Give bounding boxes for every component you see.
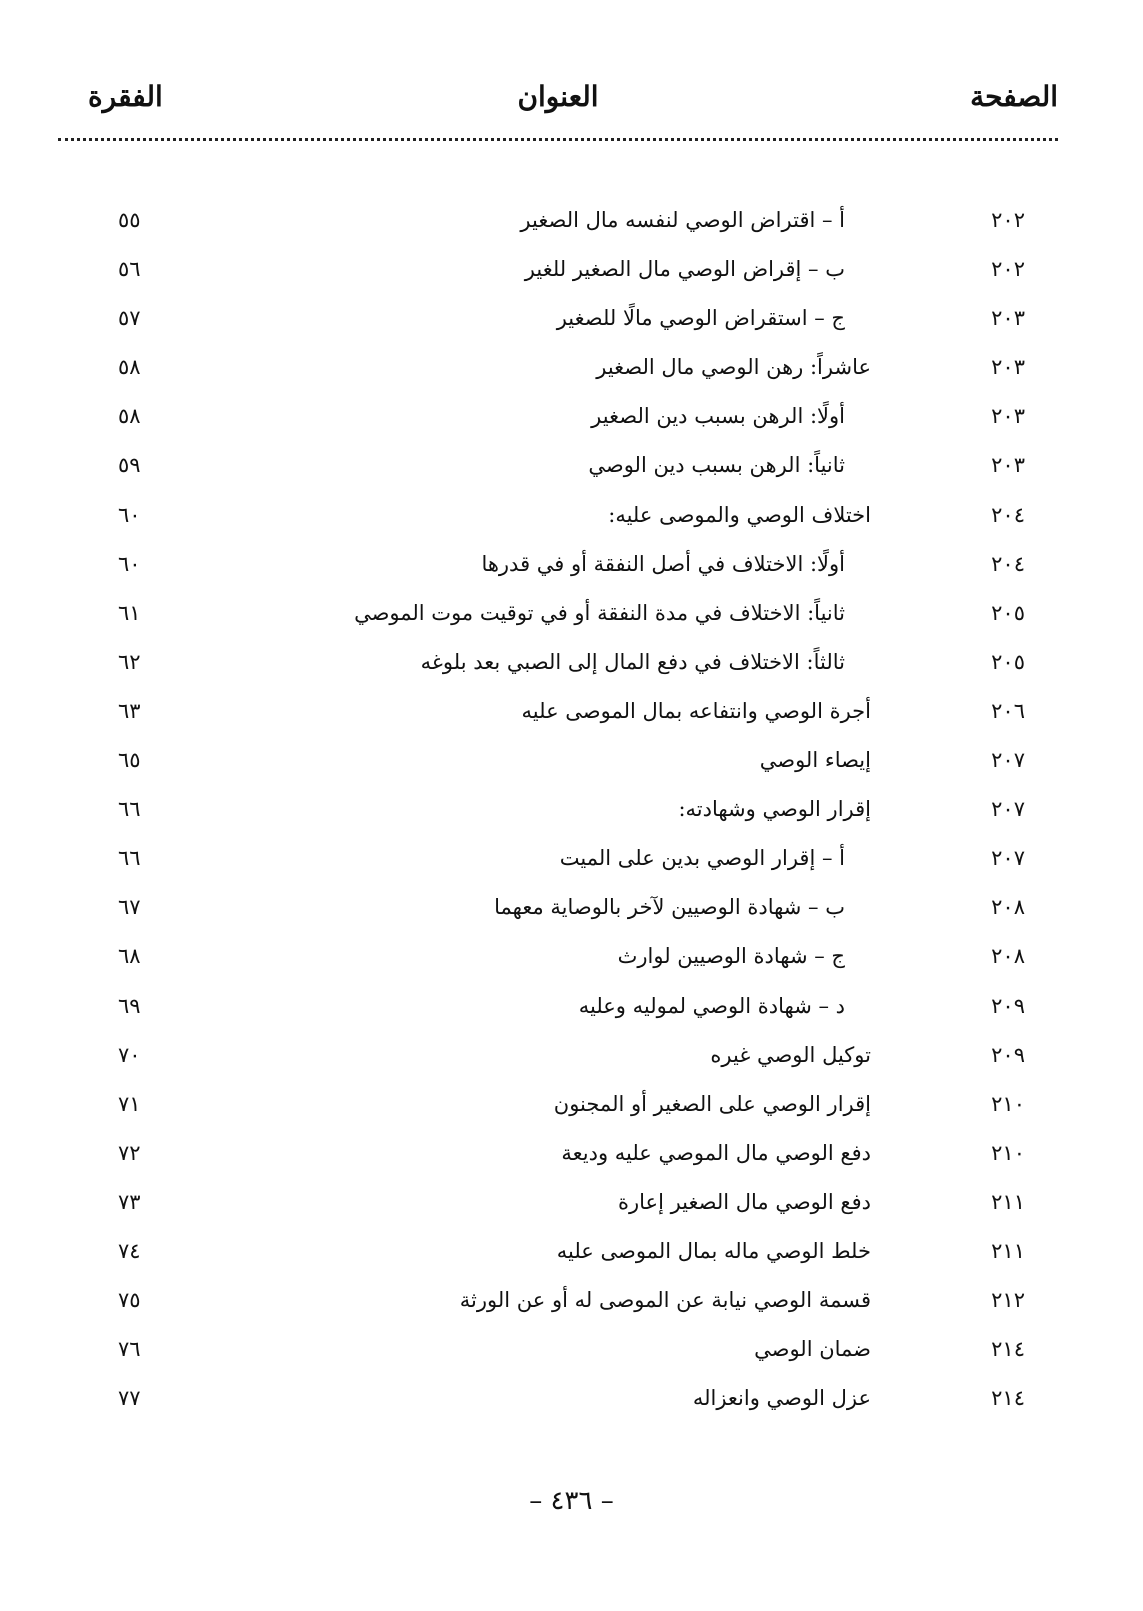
row-paragraph-number: ٦٦ [118, 797, 141, 822]
table-row [0, 940, 1143, 989]
row-title: أولًا: الاختلاف في أصل النفقة أو في قدرها [481, 551, 845, 576]
row-title: إقرار الوصي على الصغير أو المجنون [553, 1091, 871, 1116]
table-row [0, 990, 1143, 1039]
row-paragraph-number: ٧٣ [118, 1189, 141, 1214]
row-paragraph-number: ٧٧ [118, 1386, 141, 1411]
table-row [0, 1039, 1143, 1088]
row-page-number: ٢٠٩ [991, 993, 1025, 1018]
row-page-number: ٢١١ [991, 1189, 1025, 1214]
table-row [0, 1382, 1143, 1431]
table-row [0, 302, 1143, 351]
row-title: أ – إقرار الوصي بدين على الميت [559, 846, 845, 871]
table-row [0, 1235, 1143, 1284]
row-title: ب – شهادة الوصيين لآخر بالوصاية معهما [494, 895, 845, 920]
row-paragraph-number: ٦٣ [118, 698, 141, 723]
row-page-number: ٢٠٢ [991, 257, 1025, 282]
row-title: عاشراً: رهن الوصي مال الصغير [596, 355, 871, 380]
row-title: ب – إقراض الوصي مال الصغير للغير [524, 257, 845, 282]
row-title: ضمان الوصي [754, 1337, 871, 1362]
table-row [0, 1137, 1143, 1186]
table-header [58, 80, 1058, 132]
row-page-number: ٢٠٣ [991, 355, 1025, 380]
row-paragraph-number: ٦٥ [118, 748, 141, 773]
row-title: أ – اقتراض الوصي لنفسه مال الصغير [520, 208, 845, 232]
table-row [0, 499, 1143, 548]
row-title: ثانياً: الرهن بسبب دين الوصي [588, 453, 845, 478]
row-paragraph-number: ٧٢ [118, 1140, 141, 1165]
row-paragraph-number: ٦٧ [118, 895, 141, 920]
row-page-number: ٢٠٣ [991, 404, 1025, 429]
row-paragraph-number: ٧٦ [118, 1337, 141, 1362]
row-page-number: ٢٠٣ [991, 306, 1025, 331]
table-row [0, 891, 1143, 940]
table-row [0, 744, 1143, 793]
row-title: إقرار الوصي وشهادته: [678, 797, 871, 822]
row-title: دفع الوصي مال الموصي عليه وديعة [561, 1140, 871, 1165]
row-title: ج – استقراض الوصي مالًا للصغير [556, 306, 845, 331]
table-row [0, 1284, 1143, 1333]
row-page-number: ٢٠٤ [991, 502, 1025, 527]
row-title: توكيل الوصي غيره [710, 1042, 871, 1067]
row-paragraph-number: ٦٩ [118, 993, 141, 1018]
row-title: أولًا: الرهن بسبب دين الصغير [591, 404, 845, 429]
row-title: عزل الوصي وانعزاله [692, 1386, 871, 1411]
row-page-number: ٢٠٧ [991, 846, 1025, 871]
row-page-number: ٢١٤ [991, 1386, 1025, 1411]
page-number: – ٤٣٦ – [529, 1486, 614, 1516]
table-row [0, 548, 1143, 597]
row-paragraph-number: ٧٥ [118, 1288, 141, 1313]
table-row [0, 351, 1143, 400]
table-row [0, 793, 1143, 842]
row-title: أجرة الوصي وانتفاعه بمال الموصى عليه [521, 698, 871, 723]
row-page-number: ٢٠٦ [991, 698, 1025, 723]
row-paragraph-number: ٧٠ [118, 1042, 141, 1067]
row-page-number: ٢٠٣ [991, 453, 1025, 478]
row-title: خلط الوصي ماله بمال الموصى عليه [556, 1238, 871, 1263]
table-row [0, 1186, 1143, 1235]
row-paragraph-number: ٥٩ [118, 453, 141, 478]
row-title: ثالثاً: الاختلاف في دفع المال إلى الصبي بعد بلوغه [420, 649, 845, 674]
table-row [0, 695, 1143, 744]
row-paragraph-number: ٧٤ [118, 1238, 141, 1263]
row-title: ثانياً: الاختلاف في مدة النفقة أو في توقيت موت الموصي [354, 600, 845, 625]
table-row [0, 253, 1143, 302]
row-paragraph-number: ٦٠ [118, 551, 141, 576]
row-paragraph-number: ٧١ [118, 1091, 141, 1116]
row-title: اختلاف الوصي والموصى عليه: [608, 502, 871, 527]
row-page-number: ٢٠٥ [991, 649, 1025, 674]
row-page-number: ٢١٤ [991, 1337, 1025, 1362]
row-paragraph-number: ٥٧ [118, 306, 141, 331]
index-list [0, 204, 1143, 1431]
row-title: د – شهادة الوصي لموليه وعليه [578, 993, 845, 1018]
row-page-number: ٢١٠ [991, 1091, 1025, 1116]
row-paragraph-number: ٦٨ [118, 944, 141, 969]
row-page-number: ٢٠٩ [991, 1042, 1025, 1067]
table-row [0, 204, 1143, 253]
row-page-number: ٢١٢ [991, 1288, 1025, 1313]
row-page-number: ٢٠٧ [991, 797, 1025, 822]
row-paragraph-number: ٥٨ [118, 404, 141, 429]
row-paragraph-number: ٦٢ [118, 649, 141, 674]
row-title: قسمة الوصي نيابة عن الموصى له أو عن الورثة [459, 1288, 871, 1313]
table-row [0, 1088, 1143, 1137]
row-page-number: ٢٠٥ [991, 600, 1025, 625]
row-paragraph-number: ٦٦ [118, 846, 141, 871]
table-row [0, 400, 1143, 449]
page-column-header: الصفحة [970, 80, 1058, 113]
row-paragraph-number: ٦٠ [118, 502, 141, 527]
row-page-number: ٢٠٨ [991, 944, 1025, 969]
row-paragraph-number: ٥٦ [118, 257, 141, 282]
row-title: ج – شهادة الوصيين لوارث [617, 944, 845, 969]
row-paragraph-number: ٥٥ [118, 208, 141, 232]
row-page-number: ٢٠٢ [991, 208, 1025, 232]
table-row [0, 597, 1143, 646]
row-page-number: ٢٠٤ [991, 551, 1025, 576]
table-row [0, 449, 1143, 498]
table-row [0, 842, 1143, 891]
row-page-number: ٢٠٧ [991, 748, 1025, 773]
title-column-header: العنوان [517, 80, 599, 113]
row-page-number: ٢٠٨ [991, 895, 1025, 920]
row-title: إيصاء الوصي [759, 748, 871, 773]
row-title: دفع الوصي مال الصغير إعارة [618, 1189, 871, 1214]
row-page-number: ٢١٠ [991, 1140, 1025, 1165]
paragraph-column-header: الفقرة [88, 80, 163, 113]
table-row [0, 1333, 1143, 1382]
row-page-number: ٢١١ [991, 1238, 1025, 1263]
table-row [0, 646, 1143, 695]
dotted-divider [58, 138, 1058, 141]
row-paragraph-number: ٦١ [118, 600, 141, 625]
row-paragraph-number: ٥٨ [118, 355, 141, 380]
